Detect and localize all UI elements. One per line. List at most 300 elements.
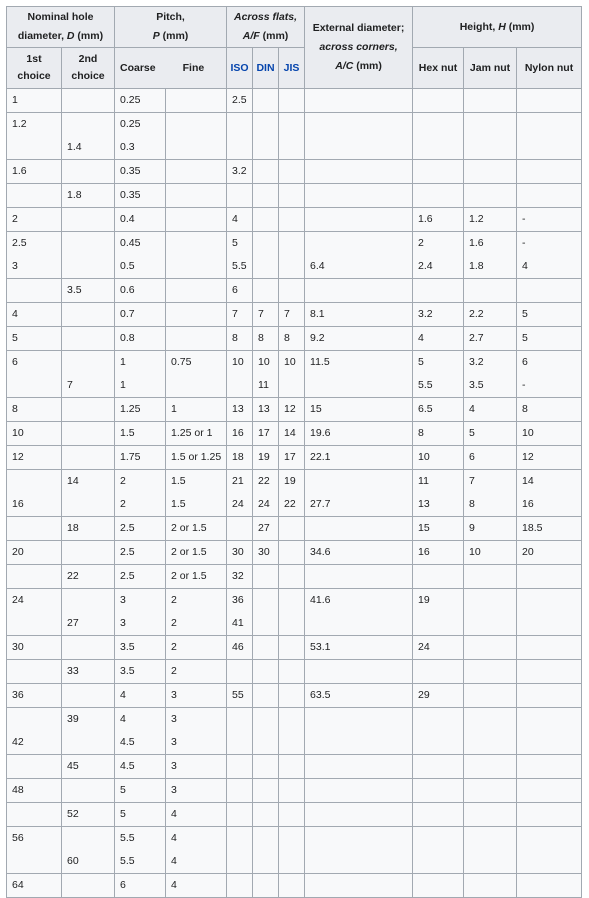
jam-nut-height-cell: [464, 184, 517, 208]
coarse-pitch-cell: 3: [115, 612, 166, 636]
first-choice-cell: 2.5: [7, 232, 62, 256]
af-jis-cell: [279, 731, 305, 755]
table-row: [7, 351, 582, 375]
table-row: [7, 565, 582, 589]
af-iso-cell: 46: [227, 636, 253, 660]
fine-pitch-cell: 2: [166, 589, 227, 613]
af-din-cell: [253, 136, 279, 160]
af-jis-cell: 12: [279, 398, 305, 422]
hex-nut-height-cell: 11: [413, 470, 464, 494]
af-din-cell: [253, 612, 279, 636]
fine-pitch-cell: [166, 136, 227, 160]
first-choice-cell: [7, 612, 62, 636]
fine-pitch-cell: [166, 327, 227, 351]
hex-nut-height-cell: 13: [413, 493, 464, 517]
coarse-pitch-cell: 4: [115, 708, 166, 732]
af-iso-cell: 7: [227, 303, 253, 327]
jam-nut-height-cell: [464, 731, 517, 755]
second-choice-cell: [62, 493, 115, 517]
af-jis-cell: [279, 279, 305, 303]
jam-nut-height-cell: [464, 827, 517, 851]
coarse-pitch-cell: 3.5: [115, 636, 166, 660]
first-choice-cell: 42: [7, 731, 62, 755]
first-choice-cell: [7, 660, 62, 684]
af-iso-cell: 2.5: [227, 89, 253, 113]
coarse-pitch-cell: 5: [115, 779, 166, 803]
jis-link[interactable]: JIS: [279, 48, 305, 89]
first-choice-cell: [7, 565, 62, 589]
jam-nut-height-cell: 8: [464, 493, 517, 517]
across-corners-cell: 9.2: [305, 327, 413, 351]
jam-nut-height-cell: [464, 874, 517, 898]
across-corners-cell: [305, 517, 413, 541]
fine-pitch-cell: 4: [166, 827, 227, 851]
af-din-cell: [253, 255, 279, 279]
across-corners-cell: 27.7: [305, 493, 413, 517]
coarse-pitch-cell: 3: [115, 589, 166, 613]
af-din-cell: [253, 160, 279, 184]
table-header: [7, 7, 582, 89]
hex-nut-height-cell: [413, 612, 464, 636]
table-row: [7, 541, 582, 565]
af-din-cell: [253, 803, 279, 827]
nylon-nut-height-cell: [517, 636, 582, 660]
nylon-nut-height-cell: [517, 612, 582, 636]
nylon-nut-height-cell: -: [517, 374, 582, 398]
fine-pitch-cell: 1.25 or 1: [166, 422, 227, 446]
af-din-cell: [253, 208, 279, 232]
jam-nut-height-cell: [464, 612, 517, 636]
coarse-pitch-cell: 2: [115, 470, 166, 494]
hex-nut-height-cell: [413, 731, 464, 755]
jam-nut-height-cell: [464, 708, 517, 732]
first-choice-cell: 1: [7, 89, 62, 113]
first-choice-cell: 56: [7, 827, 62, 851]
jam-nut-height-cell: 1.8: [464, 255, 517, 279]
af-iso-cell: [227, 803, 253, 827]
af-jis-cell: 10: [279, 351, 305, 375]
coarse-pitch-cell: 4.5: [115, 755, 166, 779]
af-iso-cell: 6: [227, 279, 253, 303]
across-corners-cell: [305, 208, 413, 232]
coarse-pitch-cell: 0.25: [115, 89, 166, 113]
table-row: [7, 279, 582, 303]
af-din-cell: [253, 755, 279, 779]
jam-nut-height-cell: [464, 779, 517, 803]
second-choice-cell: 39: [62, 708, 115, 732]
table-body: [7, 89, 582, 898]
af-jis-cell: [279, 684, 305, 708]
table-row: [7, 517, 582, 541]
af-din-cell: [253, 565, 279, 589]
hex-nut-height-cell: [413, 708, 464, 732]
nylon-nut-height-cell: 16: [517, 493, 582, 517]
coarse-pitch-cell: 0.35: [115, 160, 166, 184]
hex-nut-height-cell: 6.5: [413, 398, 464, 422]
second-choice-cell: [62, 398, 115, 422]
across-corners-cell: [305, 470, 413, 494]
af-jis-cell: [279, 136, 305, 160]
first-choice-cell: [7, 755, 62, 779]
hex-nut-height-cell: 5.5: [413, 374, 464, 398]
af-jis-cell: [279, 517, 305, 541]
af-din-cell: 17: [253, 422, 279, 446]
af-iso-cell: [227, 850, 253, 874]
jam-nut-height-cell: [464, 755, 517, 779]
nylon-nut-height-cell: 20: [517, 541, 582, 565]
af-jis-cell: [279, 89, 305, 113]
second-choice-cell: 22: [62, 565, 115, 589]
fine-pitch-cell: [166, 255, 227, 279]
table-row: [7, 446, 582, 470]
first-choice-cell: 5: [7, 327, 62, 351]
af-jis-cell: 7: [279, 303, 305, 327]
af-iso-cell: 21: [227, 470, 253, 494]
iso-link[interactable]: ISO: [227, 48, 253, 89]
second-choice-cell: [62, 779, 115, 803]
jam-nut-height-cell: 1.2: [464, 208, 517, 232]
pitch-header: Pitch, P (mm): [115, 7, 227, 48]
coarse-pitch-cell: 2: [115, 493, 166, 517]
second-choice-cell: [62, 684, 115, 708]
jam-nut-height-cell: [464, 660, 517, 684]
coarse-pitch-cell: 1: [115, 374, 166, 398]
jam-nut-height-cell: [464, 565, 517, 589]
first-choice-cell: 10: [7, 422, 62, 446]
nylon-nut-height-cell: [517, 160, 582, 184]
af-jis-cell: [279, 589, 305, 613]
hex-nut-height-cell: 8: [413, 422, 464, 446]
nylon-nut-header: Nylon nut: [517, 48, 582, 89]
second-choice-cell: [62, 327, 115, 351]
jam-nut-height-cell: [464, 850, 517, 874]
nylon-nut-height-cell: [517, 803, 582, 827]
first-choice-cell: 30: [7, 636, 62, 660]
fine-pitch-cell: 3: [166, 755, 227, 779]
across-corners-cell: [305, 660, 413, 684]
across-corners-cell: 41.6: [305, 589, 413, 613]
across-corners-cell: [305, 708, 413, 732]
af-iso-cell: 10: [227, 351, 253, 375]
hex-nut-height-cell: [413, 755, 464, 779]
second-choice-cell: 33: [62, 660, 115, 684]
across-corners-cell: [305, 279, 413, 303]
af-iso-cell: [227, 113, 253, 137]
across-corners-cell: [305, 89, 413, 113]
nylon-nut-height-cell: [517, 589, 582, 613]
jam-nut-height-cell: 7: [464, 470, 517, 494]
across-corners-cell: 22.1: [305, 446, 413, 470]
hex-nut-height-cell: [413, 803, 464, 827]
jam-nut-height-cell: 3.2: [464, 351, 517, 375]
fine-pitch-cell: [166, 113, 227, 137]
af-jis-cell: 14: [279, 422, 305, 446]
af-jis-cell: [279, 565, 305, 589]
fine-pitch-cell: [166, 374, 227, 398]
across-corners-cell: [305, 755, 413, 779]
af-din-cell: [253, 279, 279, 303]
across-corners-cell: 19.6: [305, 422, 413, 446]
coarse-pitch-cell: 2.5: [115, 565, 166, 589]
af-din-cell: [253, 708, 279, 732]
nylon-nut-height-cell: [517, 113, 582, 137]
table-row: [7, 184, 582, 208]
af-din-cell: 19: [253, 446, 279, 470]
table-row: [7, 303, 582, 327]
nylon-nut-height-cell: [517, 660, 582, 684]
table-row: [7, 708, 582, 732]
af-iso-cell: 18: [227, 446, 253, 470]
coarse-pitch-cell: 0.4: [115, 208, 166, 232]
jam-nut-height-cell: 2.7: [464, 327, 517, 351]
hex-nut-height-cell: 16: [413, 541, 464, 565]
fine-pitch-cell: 2 or 1.5: [166, 541, 227, 565]
fine-pitch-cell: 1.5: [166, 493, 227, 517]
table-row: [7, 589, 582, 613]
nylon-nut-height-cell: -: [517, 208, 582, 232]
af-din-cell: [253, 779, 279, 803]
din-link[interactable]: DIN: [253, 48, 279, 89]
af-din-cell: 11: [253, 374, 279, 398]
hex-nut-height-cell: [413, 660, 464, 684]
hex-nut-height-cell: [413, 874, 464, 898]
first-choice-cell: 2: [7, 208, 62, 232]
hex-nut-height-cell: 2.4: [413, 255, 464, 279]
jam-nut-height-cell: [464, 636, 517, 660]
hex-nut-height-cell: [413, 113, 464, 137]
af-iso-cell: 30: [227, 541, 253, 565]
across-corners-cell: 34.6: [305, 541, 413, 565]
nylon-nut-height-cell: 5: [517, 303, 582, 327]
af-jis-cell: [279, 612, 305, 636]
hex-nut-height-cell: [413, 827, 464, 851]
af-iso-cell: 32: [227, 565, 253, 589]
first-choice-cell: 36: [7, 684, 62, 708]
af-jis-cell: [279, 113, 305, 137]
fine-pitch-cell: 3: [166, 779, 227, 803]
height-var: H: [498, 20, 506, 33]
af-iso-cell: [227, 136, 253, 160]
hex-nut-height-cell: [413, 89, 464, 113]
second-choice-cell: [62, 541, 115, 565]
across-corners-cell: [305, 850, 413, 874]
second-choice-cell: [62, 160, 115, 184]
af-din-cell: [253, 684, 279, 708]
hex-nut-height-cell: 4: [413, 327, 464, 351]
nominal-diameter-var: D: [66, 30, 75, 42]
table-row: [7, 827, 582, 851]
af-iso-cell: [227, 184, 253, 208]
nylon-nut-height-cell: [517, 136, 582, 160]
nylon-nut-height-cell: [517, 708, 582, 732]
nylon-nut-height-cell: 14: [517, 470, 582, 494]
second-choice-cell: 27: [62, 612, 115, 636]
jam-nut-height-cell: 10: [464, 541, 517, 565]
af-jis-cell: [279, 874, 305, 898]
first-choice-cell: 1.6: [7, 160, 62, 184]
nylon-nut-height-cell: 10: [517, 422, 582, 446]
jam-nut-height-cell: 3.5: [464, 374, 517, 398]
hex-nut-height-cell: 15: [413, 517, 464, 541]
af-iso-cell: [227, 731, 253, 755]
first-choice-cell: 1.2: [7, 113, 62, 137]
hex-nut-height-cell: [413, 160, 464, 184]
af-din-cell: 8: [253, 327, 279, 351]
across-flats-link[interactable]: Across flats,: [234, 11, 298, 23]
af-iso-cell: 5.5: [227, 255, 253, 279]
table-row: [7, 208, 582, 232]
coarse-pitch-cell: 0.5: [115, 255, 166, 279]
af-iso-cell: [227, 660, 253, 684]
fine-pitch-cell: 3: [166, 731, 227, 755]
af-iso-cell: 41: [227, 612, 253, 636]
af-din-cell: 24: [253, 493, 279, 517]
nylon-nut-height-cell: [517, 565, 582, 589]
coarse-pitch-cell: 0.35: [115, 184, 166, 208]
hex-nut-height-cell: 10: [413, 446, 464, 470]
af-jis-cell: [279, 184, 305, 208]
hex-nut-height-cell: [413, 850, 464, 874]
table-row: [7, 612, 582, 636]
hex-nut-height-cell: 5: [413, 351, 464, 375]
hex-nut-height-cell: 24: [413, 636, 464, 660]
jam-nut-height-cell: [464, 89, 517, 113]
table-row: [7, 136, 582, 160]
jam-nut-height-cell: 9: [464, 517, 517, 541]
af-iso-cell: 5: [227, 232, 253, 256]
af-jis-cell: [279, 636, 305, 660]
across-flats-header: Across flats, A/F (mm): [227, 7, 305, 48]
af-iso-cell: 55: [227, 684, 253, 708]
af-din-cell: [253, 660, 279, 684]
coarse-pitch-cell: 5.5: [115, 827, 166, 851]
second-choice-header: 2nd choice: [62, 48, 115, 89]
table-row: [7, 232, 582, 256]
fine-pitch-cell: [166, 279, 227, 303]
coarse-pitch-cell: 0.25: [115, 113, 166, 137]
af-jis-cell: 8: [279, 327, 305, 351]
af-iso-cell: [227, 374, 253, 398]
af-iso-cell: [227, 827, 253, 851]
first-choice-cell: 48: [7, 779, 62, 803]
nylon-nut-height-cell: 12: [517, 446, 582, 470]
fine-pitch-cell: 0.75: [166, 351, 227, 375]
second-choice-cell: 52: [62, 803, 115, 827]
first-choice-cell: 64: [7, 874, 62, 898]
fine-pitch-cell: 4: [166, 850, 227, 874]
af-din-cell: [253, 731, 279, 755]
coarse-pitch-cell: 2.5: [115, 517, 166, 541]
first-choice-cell: [7, 708, 62, 732]
jam-nut-height-cell: [464, 803, 517, 827]
first-choice-cell: [7, 136, 62, 160]
first-choice-cell: 3: [7, 255, 62, 279]
hex-nut-height-cell: [413, 279, 464, 303]
af-din-cell: [253, 184, 279, 208]
first-choice-cell: [7, 374, 62, 398]
nylon-nut-height-cell: [517, 731, 582, 755]
af-din-cell: 30: [253, 541, 279, 565]
nylon-nut-height-cell: [517, 827, 582, 851]
af-jis-cell: [279, 827, 305, 851]
hex-nut-height-cell: [413, 184, 464, 208]
first-choice-cell: [7, 279, 62, 303]
table-row: [7, 398, 582, 422]
coarse-pitch-cell: 1.25: [115, 398, 166, 422]
table-row: [7, 113, 582, 137]
af-din-cell: [253, 874, 279, 898]
nylon-nut-height-cell: [517, 89, 582, 113]
af-iso-cell: 24: [227, 493, 253, 517]
af-din-cell: 27: [253, 517, 279, 541]
af-din-cell: 10: [253, 351, 279, 375]
jam-nut-header: Jam nut: [464, 48, 517, 89]
jam-nut-height-cell: [464, 589, 517, 613]
first-choice-cell: [7, 850, 62, 874]
hex-nut-height-cell: 19: [413, 589, 464, 613]
fine-pitch-cell: 2: [166, 660, 227, 684]
jam-nut-height-cell: [464, 279, 517, 303]
second-choice-cell: [62, 874, 115, 898]
fine-pitch-cell: [166, 160, 227, 184]
nylon-nut-height-cell: [517, 874, 582, 898]
nylon-nut-height-cell: 8: [517, 398, 582, 422]
table-row: [7, 779, 582, 803]
jam-nut-height-cell: 4: [464, 398, 517, 422]
across-corners-cell: [305, 874, 413, 898]
second-choice-cell: [62, 422, 115, 446]
second-choice-cell: [62, 827, 115, 851]
fine-pitch-cell: [166, 303, 227, 327]
first-choice-header: 1st choice: [7, 48, 62, 89]
jam-nut-height-cell: [464, 684, 517, 708]
second-choice-cell: [62, 208, 115, 232]
hex-nut-height-cell: 29: [413, 684, 464, 708]
table-row: [7, 755, 582, 779]
across-corners-cell: [305, 827, 413, 851]
table-row: [7, 493, 582, 517]
fine-pitch-cell: 1.5: [166, 470, 227, 494]
second-choice-cell: [62, 731, 115, 755]
hex-nut-header: Hex nut: [413, 48, 464, 89]
af-jis-cell: [279, 755, 305, 779]
fine-pitch-cell: [166, 184, 227, 208]
coarse-pitch-cell: 4: [115, 684, 166, 708]
first-choice-cell: 4: [7, 303, 62, 327]
second-choice-cell: 60: [62, 850, 115, 874]
fine-pitch-cell: 2: [166, 636, 227, 660]
across-corners-cell: [305, 113, 413, 137]
coarse-pitch-cell: 4.5: [115, 731, 166, 755]
table-row: [7, 255, 582, 279]
first-choice-cell: 16: [7, 493, 62, 517]
across-corners-cell: [305, 731, 413, 755]
af-jis-cell: [279, 232, 305, 256]
nylon-nut-height-cell: [517, 279, 582, 303]
first-choice-cell: [7, 517, 62, 541]
coarse-pitch-cell: 1.75: [115, 446, 166, 470]
across-corners-var: A/C: [335, 60, 354, 72]
af-iso-cell: 4: [227, 208, 253, 232]
af-iso-cell: 3.2: [227, 160, 253, 184]
nylon-nut-height-cell: [517, 184, 582, 208]
af-iso-cell: 8: [227, 327, 253, 351]
across-corners-cell: [305, 160, 413, 184]
second-choice-cell: [62, 232, 115, 256]
first-choice-cell: [7, 803, 62, 827]
table-row: [7, 850, 582, 874]
jam-nut-height-cell: [464, 136, 517, 160]
